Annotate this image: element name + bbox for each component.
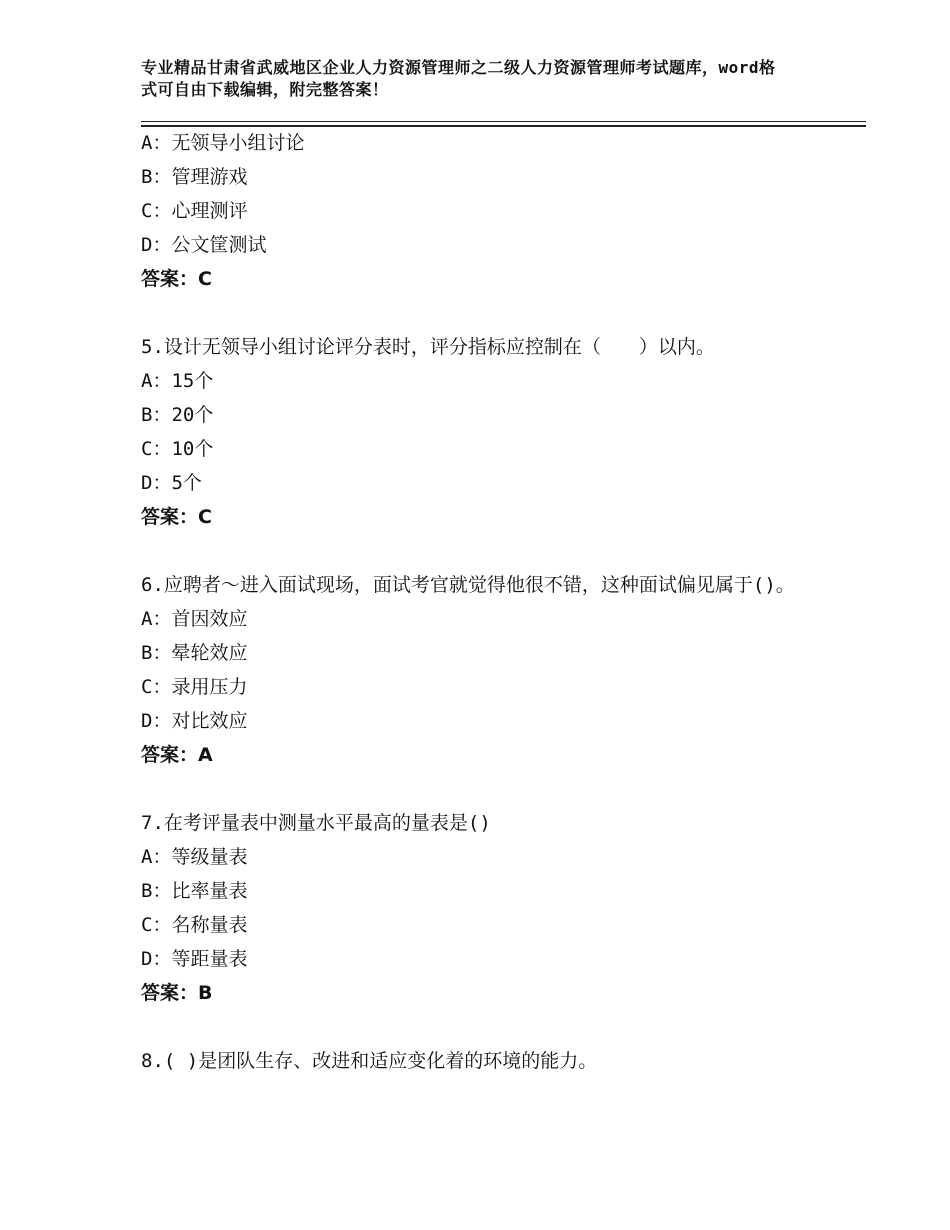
question-title: 8.( )是团队生存、改进和适应变化着的环境的能力。 <box>141 1050 598 1072</box>
option-b: B：晕轮效应 <box>141 642 248 664</box>
option-b: B：20个 <box>141 404 214 426</box>
question-8 <box>141 1044 841 1078</box>
question-title: 6.应聘者～进入面试现场，面试考官就觉得他很不错，这种面试偏见属于()。 <box>141 574 795 596</box>
spacer <box>141 1010 841 1044</box>
option-c: C：名称量表 <box>141 914 248 936</box>
spacer <box>141 296 841 330</box>
question-5 <box>141 330 841 534</box>
question-list <box>141 126 841 1078</box>
option-b: B：比率量表 <box>141 880 248 902</box>
spacer <box>141 534 841 568</box>
question-title: 7.在考评量表中测量水平最高的量表是() <box>141 812 491 834</box>
spacer <box>141 772 841 806</box>
answer-line: 答案：B <box>141 982 213 1004</box>
question-fragment <box>141 126 841 296</box>
option-d: D：公文筐测试 <box>141 234 267 256</box>
question-6 <box>141 568 841 772</box>
page-header: 专业精品甘肃省武威地区企业人力资源管理师之二级人力资源管理师考试题库，word格式可自由下载编辑，附完整答案！ <box>141 58 776 99</box>
option-c: C：心理测评 <box>141 200 248 222</box>
option-d: D：等距量表 <box>141 948 248 970</box>
answer-line: 答案：C <box>141 268 212 290</box>
question-7 <box>141 806 841 1010</box>
option-a: A：首因效应 <box>141 608 248 630</box>
option-d: D：5个 <box>141 472 202 494</box>
answer-line: 答案：A <box>141 744 213 766</box>
answer-line: 答案：C <box>141 506 212 528</box>
option-a: A：等级量表 <box>141 846 248 868</box>
option-c: C：录用压力 <box>141 676 248 698</box>
header-divider <box>141 121 866 122</box>
option-d: D：对比效应 <box>141 710 248 732</box>
question-title: 5.设计无领导小组讨论评分表时，评分指标应控制在（ ）以内。 <box>141 336 715 358</box>
option-b: B：管理游戏 <box>141 166 248 188</box>
option-a: A：15个 <box>141 370 214 392</box>
option-c: C：10个 <box>141 438 214 460</box>
option-a: A：无领导小组讨论 <box>141 132 305 154</box>
